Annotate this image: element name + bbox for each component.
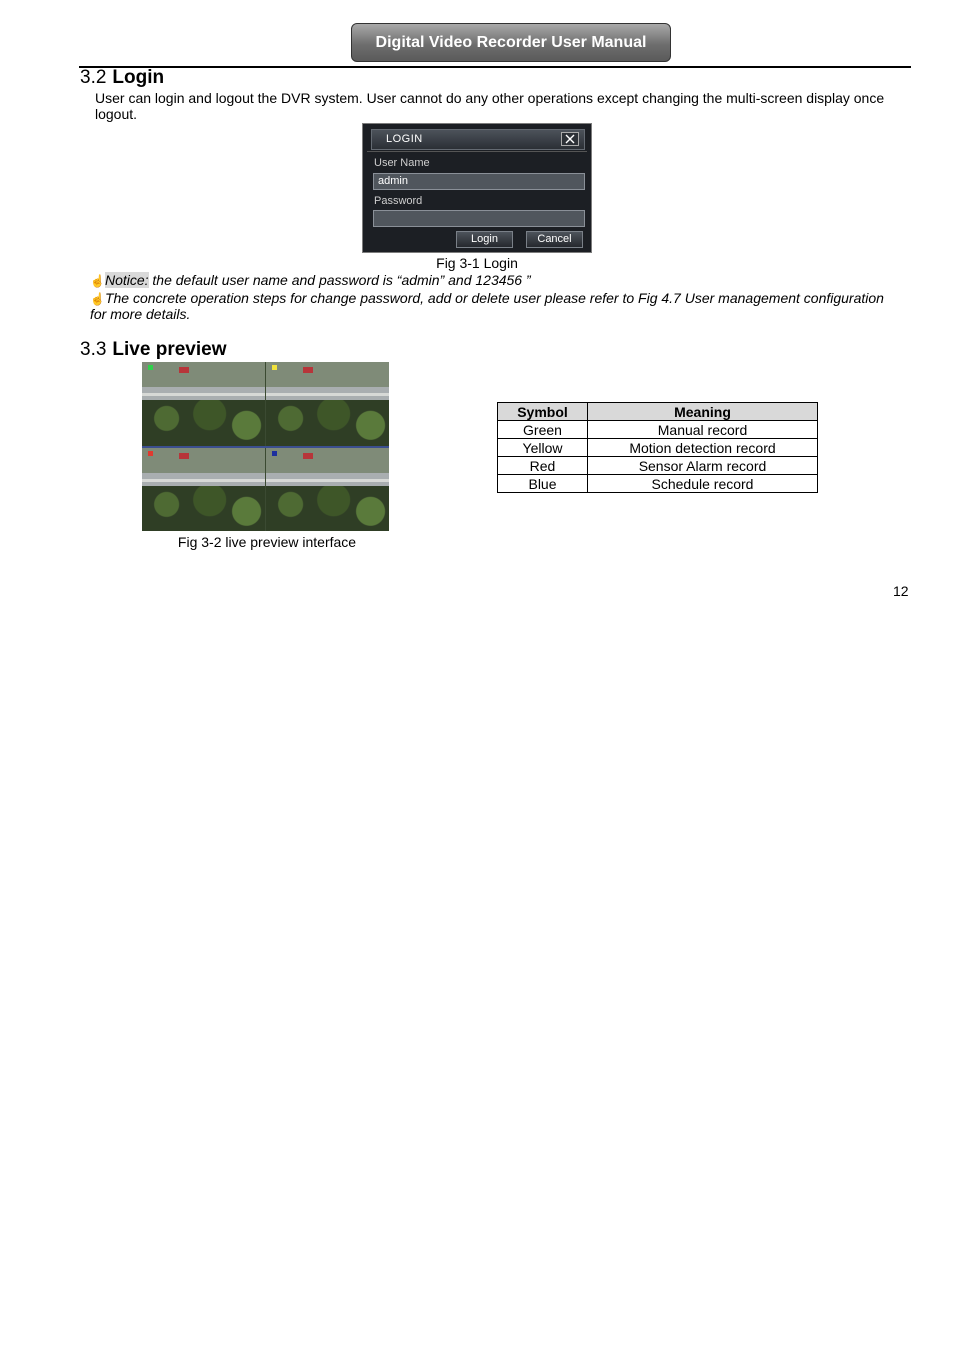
meaning-cell: Manual record <box>588 421 818 439</box>
symbol-cell: Blue <box>498 475 588 493</box>
hand-pointer-icon: ☝ <box>90 292 105 306</box>
close-icon[interactable] <box>561 132 579 146</box>
live-preview-figure <box>142 362 389 531</box>
dialog-separator <box>367 151 587 152</box>
notice-label: Notice: <box>104 272 149 288</box>
section-live-preview-heading <box>80 339 226 361</box>
status-indicator <box>272 365 277 370</box>
cancel-button[interactable]: Cancel <box>526 231 583 248</box>
note-line-1: The concrete operation steps for change password, add or delete user please refer to Fig 4.7 User management configuration <box>104 290 884 306</box>
hand-pointer-icon: ☝ <box>90 274 105 288</box>
section-title: Live preview <box>112 339 227 360</box>
manual-title-badge: Digital Video Recorder User Manual <box>351 23 671 62</box>
page-number: 12 <box>893 583 909 599</box>
status-indicator <box>272 451 277 456</box>
meaning-cell: Motion detection record <box>588 439 818 457</box>
fig-preview-caption: Fig 3-2 live preview interface <box>177 534 357 550</box>
fig-login-caption: Fig 3-1 Login <box>436 255 518 271</box>
camera-tile-3 <box>142 448 265 531</box>
login-intro-line-1: User can login and logout the DVR system. User cannot do any other operations except changing the multi-screen display once <box>95 90 885 106</box>
camera-tile-1 <box>142 362 265 446</box>
camera-tile-4 <box>266 448 389 531</box>
header-meaning: Meaning <box>588 403 818 421</box>
table-header-row <box>498 403 818 421</box>
password-input[interactable] <box>373 210 585 227</box>
table-row <box>498 475 818 493</box>
table-row <box>498 457 818 475</box>
login-intro-line-2: logout. <box>95 106 138 122</box>
status-indicator <box>148 365 153 370</box>
meaning-cell: Schedule record <box>588 475 818 493</box>
username-input[interactable]: admin <box>373 173 585 190</box>
login-dialog-figure <box>362 123 592 253</box>
user-management-note-cont: for more details. <box>90 306 191 322</box>
username-label: User Name <box>374 157 430 169</box>
symbol-cell: Green <box>498 421 588 439</box>
symbol-meaning-table <box>497 402 818 493</box>
user-management-note <box>90 290 915 307</box>
header-symbol: Symbol <box>498 403 588 421</box>
notice-text: the default user name and password is “admin” and 123456 ” <box>148 272 531 288</box>
camera-tile-2 <box>266 362 389 446</box>
table-row <box>498 439 818 457</box>
login-button[interactable]: Login <box>456 231 513 248</box>
table-row <box>498 421 818 439</box>
notice-note <box>90 272 915 289</box>
header-rule <box>79 66 911 68</box>
section-login-heading <box>80 67 164 89</box>
status-indicator <box>148 451 153 456</box>
symbol-cell: Yellow <box>498 439 588 457</box>
password-label: Password <box>374 195 423 207</box>
login-dialog-title: LOGIN <box>386 133 423 145</box>
section-number: 3.3 <box>80 339 107 360</box>
section-title: Login <box>112 67 165 88</box>
login-dialog-titlebar <box>371 129 585 150</box>
section-number: 3.2 <box>80 67 107 88</box>
symbol-cell: Red <box>498 457 588 475</box>
meaning-cell: Sensor Alarm record <box>588 457 818 475</box>
